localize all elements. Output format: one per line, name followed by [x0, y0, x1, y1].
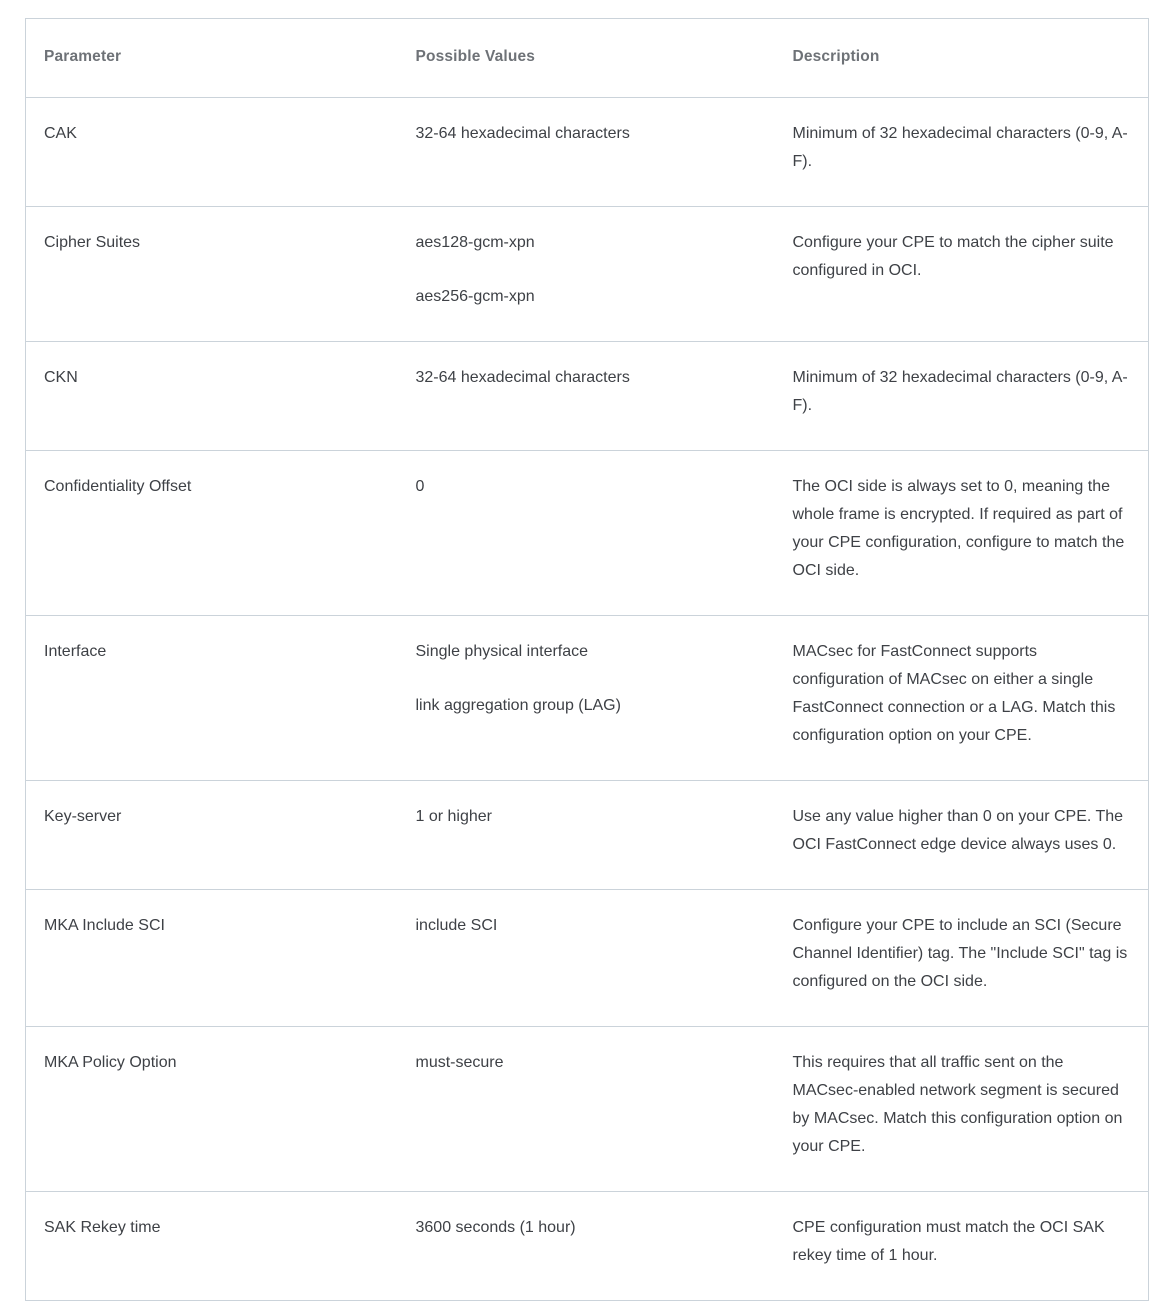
column-header-possible-values: Possible Values	[398, 19, 775, 98]
table-body	[26, 98, 1149, 1301]
table-row	[26, 342, 1149, 451]
cell-description: Use any value higher than 0 on your CPE. The OCI FastConnect edge device always uses 0.	[775, 781, 1149, 890]
table-row	[26, 451, 1149, 616]
cell-description: The OCI side is always set to 0, meaning the whole frame is encrypted. If required as part of your CPE configuration, configure to match the OCI side.	[775, 451, 1149, 616]
possible-value-line: Single physical interface	[415, 643, 589, 660]
possible-value-line: 32-64 hexadecimal characters	[415, 125, 630, 142]
possible-value-line: aes128-gcm-xpn	[415, 234, 535, 251]
cell-description: This requires that all traffic sent on the MACsec-enabled network segment is secured by MACsec. Match this configuration option on your CPE.	[775, 1027, 1149, 1192]
parameters-table-container	[25, 18, 1148, 1301]
cell-description: Configure your CPE to include an SCI (Secure Channel Identifier) tag. The "Include SCI" tag is configured on the OCI side.	[775, 890, 1149, 1027]
cell-possible-values	[398, 1192, 775, 1301]
cell-description: MACsec for FastConnect supports configuration of MACsec on either a single FastConnect connection or a LAG. Match this configuration option on your CPE.	[775, 616, 1149, 781]
cell-possible-values	[398, 207, 775, 342]
cell-parameter: Confidentiality Offset	[26, 451, 398, 616]
possible-value-line: include SCI	[415, 917, 498, 934]
table-header	[26, 19, 1149, 98]
cell-possible-values	[398, 451, 775, 616]
possible-value-line: link aggregation group (LAG)	[415, 697, 621, 714]
column-header-description: Description	[775, 19, 1149, 98]
possible-value-line: aes256-gcm-xpn	[415, 288, 535, 305]
cell-possible-values	[398, 616, 775, 781]
possible-value-line: 32-64 hexadecimal characters	[415, 369, 630, 386]
column-header-parameter: Parameter	[26, 19, 398, 98]
cell-parameter: Key-server	[26, 781, 398, 890]
cell-possible-values	[398, 781, 775, 890]
cell-parameter: SAK Rekey time	[26, 1192, 398, 1301]
cell-description: Configure your CPE to match the cipher suite configured in OCI.	[775, 207, 1149, 342]
table-row	[26, 98, 1149, 207]
table-header-row	[26, 19, 1149, 98]
possible-value-line: 3600 seconds (1 hour)	[415, 1219, 576, 1236]
cell-description: CPE configuration must match the OCI SAK rekey time of 1 hour.	[775, 1192, 1149, 1301]
cell-possible-values	[398, 890, 775, 1027]
cell-possible-values	[398, 98, 775, 207]
possible-value-line: 1 or higher	[415, 808, 492, 825]
table-row	[26, 781, 1149, 890]
cell-description: Minimum of 32 hexadecimal characters (0-9, A-F).	[775, 98, 1149, 207]
cell-parameter: Interface	[26, 616, 398, 781]
possible-value-line: 0	[415, 478, 425, 495]
cell-description: Minimum of 32 hexadecimal characters (0-9, A-F).	[775, 342, 1149, 451]
table-row	[26, 890, 1149, 1027]
cell-possible-values	[398, 1027, 775, 1192]
cell-parameter: CKN	[26, 342, 398, 451]
macsec-parameters-table	[25, 18, 1149, 1301]
table-row	[26, 207, 1149, 342]
table-row	[26, 1027, 1149, 1192]
cell-parameter: MKA Policy Option	[26, 1027, 398, 1192]
cell-possible-values	[398, 342, 775, 451]
cell-parameter: CAK	[26, 98, 398, 207]
table-row	[26, 616, 1149, 781]
cell-parameter: MKA Include SCI	[26, 890, 398, 1027]
table-row	[26, 1192, 1149, 1301]
possible-value-line: must-secure	[415, 1054, 504, 1071]
cell-parameter: Cipher Suites	[26, 207, 398, 342]
